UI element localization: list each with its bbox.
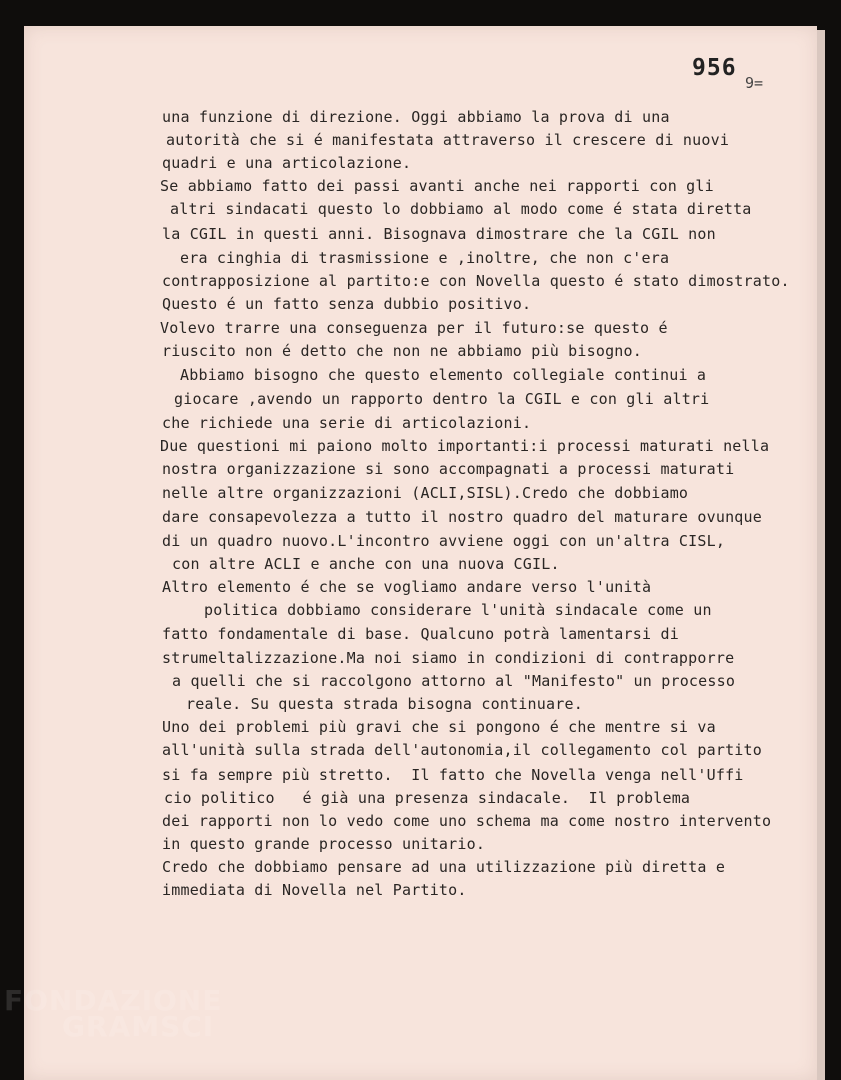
text-line: cio politico é già una presenza sindacale. Il problema [164,789,691,807]
text-line: strumeltalizzazione.Ma noi siamo in condizioni di contrapporre [162,649,735,667]
page-edge [817,30,825,1080]
text-line: Questo é un fatto senza dubbio positivo. [162,295,532,313]
text-line: Due questioni mi paiono molto importanti:i processi maturati nella [160,437,770,455]
text-line: reale. Su questa strada bisogna continuare. [186,695,583,713]
page-number: 956 [692,55,737,81]
text-line: contrapposizione al partito:e con Novella questo é stato dimostrato. [162,272,790,290]
text-line: giocare ,avendo un rapporto dentro la CGIL e con gli altri [174,390,710,408]
text-line: Volevo trarre una conseguenza per il futuro:se questo é [160,319,668,337]
text-line: Credo che dobbiamo pensare ad una utilizzazione più diretta e [162,858,726,876]
text-line: si fa sempre più stretto. Il fatto che Novella venga nell'Uffi [162,766,744,784]
watermark-line-2: GRAMSCI [62,1010,215,1043]
text-line: la CGIL in questi anni. Bisognava dimostrare che la CGIL non [162,225,716,243]
text-line: nostra organizzazione si sono accompagnati a processi maturati [162,460,735,478]
text-line: con altre ACLI e anche con una nuova CGIL. [172,555,560,573]
archive-watermark-logo [4,984,223,1043]
text-line: riuscito non é detto che non ne abbiamo più bisogno. [162,342,642,360]
text-line: nelle altre organizzazioni (ACLI,SISL).Credo che dobbiamo [162,484,689,502]
text-line: era cinghia di trasmissione e ,inoltre, che non c'era [180,249,670,267]
text-line: politica dobbiamo considerare l'unità sindacale come un [204,601,712,619]
text-line: dei rapporti non lo vedo come uno schema ma come nostro intervento [162,812,772,830]
text-line: una funzione di direzione. Oggi abbiamo la prova di una [162,108,670,126]
page-sub-number: 9= [745,74,764,92]
watermark-line-1: FONDAZIONE [4,984,223,1017]
text-line: immediata di Novella nel Partito. [162,881,467,899]
text-line: autorità che si é manifestata attraverso il crescere di nuovi [166,131,730,149]
text-line: a quelli che si raccolgono attorno al "Manifesto" un processo [172,672,736,690]
text-line: altri sindacati questo lo dobbiamo al modo come é stata diretta [170,200,752,218]
text-line: all'unità sulla strada dell'autonomia,il collegamento col partito [162,741,762,759]
text-line: quadri e una articolazione. [162,154,412,172]
text-line: di un quadro nuovo.L'incontro avviene oggi con un'altra CISL, [162,532,726,550]
text-line: Se abbiamo fatto dei passi avanti anche nei rapporti con gli [160,177,714,195]
text-line: Abbiamo bisogno che questo elemento collegiale continui a [180,366,707,384]
text-line: in questo grande processo unitario. [162,835,486,853]
text-line: Uno dei problemi più gravi che si pongono é che mentre si va [162,718,716,736]
text-line: Altro elemento é che se vogliamo andare verso l'unità [162,578,652,596]
text-line: che richiede una serie di articolazioni. [162,414,532,432]
text-line: fatto fondamentale di base. Qualcuno potrà lamentarsi di [162,625,679,643]
text-line: dare consapevolezza a tutto il nostro quadro del maturare ovunque [162,508,762,526]
